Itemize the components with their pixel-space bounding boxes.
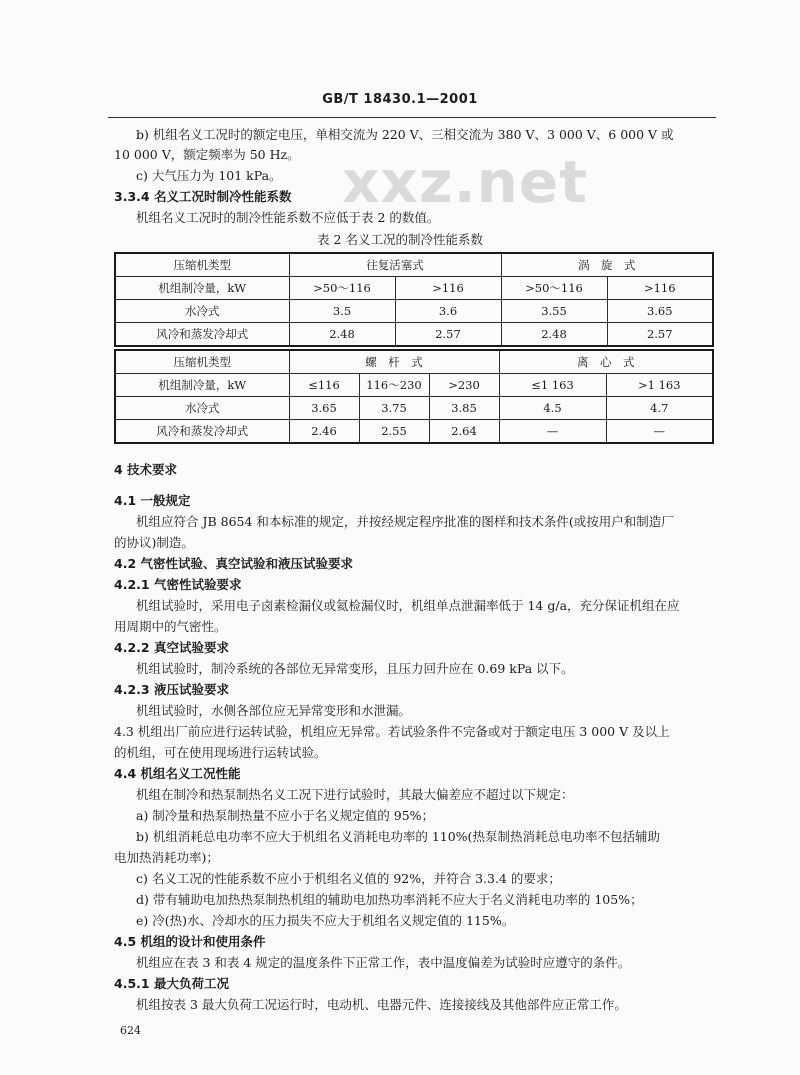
row-header-capacity: 机组制冷量，kW [115,277,289,300]
table-cell: ≤116 [289,374,359,397]
section-4-2-3-title: 4.2.3 液压试验要求 [114,682,229,697]
row-header-air-cooled: 风冷和蒸发冷却式 [115,323,289,347]
table-cell: >50～116 [501,277,607,300]
watermark-text: xxz.net [342,148,588,216]
table-cell: 3.55 [501,300,607,323]
section-4-4-item-b-line2: 电加热消耗功率)； [114,850,219,865]
section-4-1-line2: 的协议)制造。 [114,535,194,550]
table-cell: 3.85 [429,397,499,420]
table-2-part2 [114,349,714,444]
table-cell: — [606,420,713,444]
row-header-water-cooled: 水冷式 [115,300,289,323]
table-row [115,374,713,397]
section-4-2-1-line1: 机组试验时，采用电子卤素检漏仪或氦检漏仪时，机组单点泄漏率低于 14 g/a，充分保证机组在应 [136,598,680,613]
table-cell: >116 [395,277,501,300]
section-4-5-title: 4.5 机组的设计和使用条件 [114,934,266,949]
table-cell: 3.6 [395,300,501,323]
table-row [115,323,713,347]
table-cell: 2.46 [289,420,359,444]
item-b-line1: b) 机组名义工况时的额定电压，单相交流为 220 V、三相交流为 380 V、3 000 V、6 000 V 或 [136,127,674,142]
section-4-4-item-a: a) 制冷量和热泵制热量不应小于名义规定值的 95%； [136,808,435,823]
item-c: c) 大气压力为 101 kPa。 [136,168,282,183]
table-cell: 2.48 [501,323,607,347]
standard-number-header: GB/T 18430.1—2001 [322,92,478,107]
table-cell: 3.75 [359,397,429,420]
table-row [115,397,713,420]
section-4-4-item-c: c) 名义工况的性能系数不应小于机组名义值的 92%，并符合 3.3.4 的要求； [136,871,561,886]
section-4-title: 4 技术要求 [114,462,178,477]
table-cell: >50～116 [289,277,395,300]
section-4-4-item-e: e) 冷(热)水、冷却水的压力损失不应大于机组名义规定值的 115%。 [136,913,515,928]
section-4-4-item-b-line1: b) 机组消耗总电功率不应大于机组名义消耗电功率的 110%(热泵制热消耗总电功率不包括辅助 [136,829,660,844]
section-4-2-1-title: 4.2.1 气密性试验要求 [114,577,242,592]
group-header-screw: 螺 杆 式 [289,350,499,374]
section-4-2-title: 4.2 气密性试验、真空试验和液压试验要求 [114,556,353,571]
section-4-5-1-line1: 机组按表 3 最大负荷工况运行时，电动机、电器元件、连接接线及其他部件应正常工作。 [136,997,627,1012]
table-cell: 116～230 [359,374,429,397]
group-header-scroll: 涡 旋 式 [501,253,713,277]
section-4-3-line1: 4.3 机组出厂前应进行运转试验，机组应无异常。若试验条件不完备或对于额定电压 3 000 V 及以上 [114,724,670,739]
row-header-air-cooled: 风冷和蒸发冷却式 [115,420,289,444]
section-4-4-title: 4.4 机组名义工况性能 [114,766,241,781]
table-row [115,420,713,444]
row-header-compressor-type: 压缩机类型 [115,350,289,374]
table-cell: 2.55 [359,420,429,444]
section-4-5-1-title: 4.5.1 最大负荷工况 [114,976,229,991]
table-row [115,277,713,300]
table-cell: >1 163 [606,374,713,397]
table-cell: 4.5 [499,397,606,420]
item-b-line2: 10 000 V，额定频率为 50 Hz。 [114,147,300,162]
table-cell: 2.64 [429,420,499,444]
table-cell: 2.48 [289,323,395,347]
section-4-3-line2: 的机组，可在使用现场进行运转试验。 [114,745,327,760]
row-header-water-cooled: 水冷式 [115,397,289,420]
section-4-2-2-title: 4.2.2 真空试验要求 [114,640,229,655]
row-header-compressor-type: 压缩机类型 [115,253,289,277]
table-cell: — [499,420,606,444]
table-2-caption: 表 2 名义工况的制冷性能系数 [317,232,483,247]
section-4-4-intro: 机组在制冷和热泵制热名义工况下进行试验时，其最大偏差应不超过以下规定： [136,787,574,802]
page-number: 624 [120,1024,141,1037]
section-4-1-title: 4.1 一般规定 [114,493,191,508]
table-cell: 3.65 [607,300,713,323]
table-cell: 2.57 [607,323,713,347]
table-cell: 3.65 [289,397,359,420]
section-3-3-4-text: 机组名义工况时的制冷性能系数不应低于表 2 的数值。 [136,210,440,225]
group-header-centrifugal: 离 心 式 [499,350,713,374]
table-row [115,253,713,277]
section-3-3-4-title: 3.3.4 名义工况时制冷性能系数 [114,189,292,204]
table-cell: 4.7 [606,397,713,420]
table-row [115,300,713,323]
section-4-4-item-d: d) 带有辅助电加热热泵制热机组的辅助电加热功率消耗不应大于名义消耗电功率的 105%； [136,892,643,907]
section-4-5-line1: 机组应在表 3 和表 4 规定的温度条件下正常工作，表中温度偏差为试验时应遵守的条件。 [136,955,631,970]
table-cell: 3.5 [289,300,395,323]
table-2-part1 [114,252,714,347]
table-row [115,350,713,374]
table-cell: >116 [607,277,713,300]
row-header-capacity: 机组制冷量，kW [115,374,289,397]
table-cell: >230 [429,374,499,397]
header-rule [108,117,716,118]
group-header-reciprocating: 往复活塞式 [289,253,501,277]
table-cell: ≤1 163 [499,374,606,397]
section-4-2-1-line2: 用周期中的气密性。 [114,619,227,634]
table-cell: 2.57 [395,323,501,347]
section-4-1-line1: 机组应符合 JB 8654 和本标准的规定，并按经规定程序批准的图样和技术条件(或按用户和制造厂 [136,514,674,529]
section-4-2-2-line1: 机组试验时，制冷系统的各部位无异常变形，且压力回升应在 0.69 kPa 以下。 [136,661,574,676]
section-4-2-3-line1: 机组试验时，水侧各部位应无异常变形和水泄漏。 [136,703,412,718]
